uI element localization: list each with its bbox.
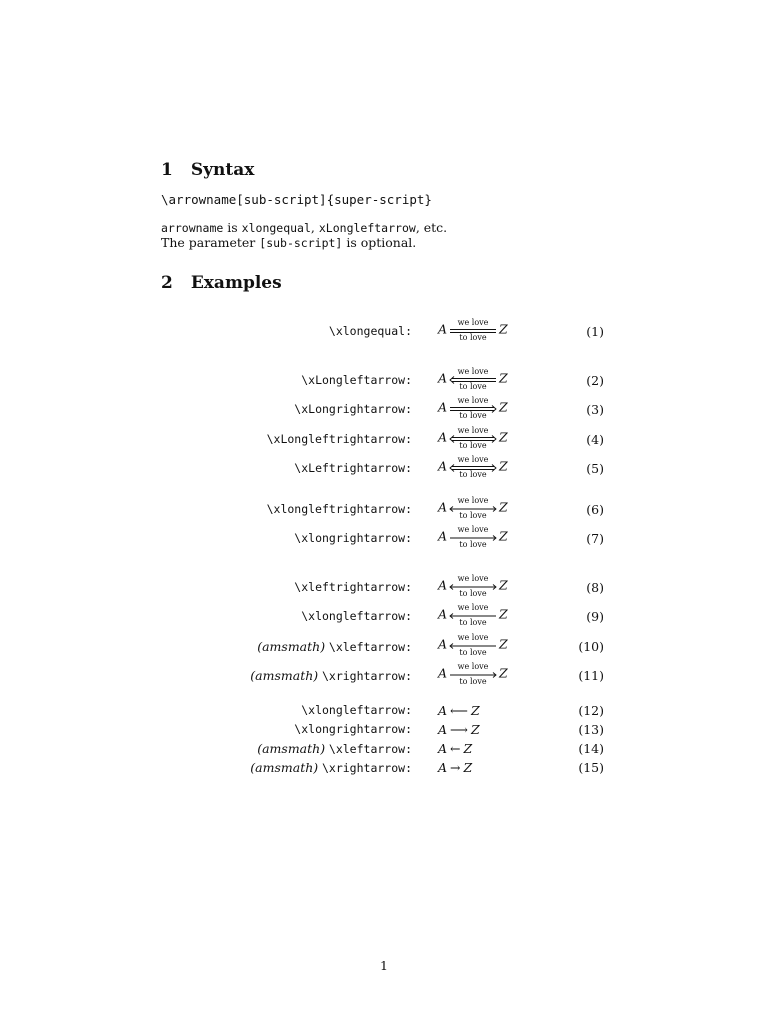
arrow-superscript: we love: [457, 525, 489, 534]
arrow-superscript: we love: [457, 426, 489, 435]
arrow-superscript: we love: [457, 455, 489, 464]
arrow-subscript: to love: [459, 618, 487, 627]
math-symbol-a: A: [438, 722, 448, 737]
math-symbol-z: Z: [499, 370, 508, 386]
extensible-arrow: [449, 603, 497, 627]
equation-number: (11): [578, 668, 604, 683]
arrow-icon: ⟵: [450, 703, 468, 718]
extensible-arrow: [449, 662, 497, 686]
equation-expression: [438, 525, 508, 549]
equation-label: [294, 402, 412, 416]
text-fragment: is optional.: [342, 235, 417, 250]
math-symbol-z: Z: [499, 528, 508, 544]
equation-expression: [438, 318, 508, 342]
extensible-arrow: [449, 426, 497, 450]
command-name: \xLongleftarrow:: [301, 373, 412, 387]
equation-label: [267, 502, 412, 516]
equation-expression: [438, 396, 508, 420]
command-name: \xlongrightarrow:: [294, 722, 412, 736]
command-name: \xleftarrow:: [328, 640, 412, 654]
math-symbol-a: A: [438, 370, 448, 386]
equation-label: [301, 703, 412, 717]
code-xlongleftarrow: xLongleftarrow: [318, 221, 416, 235]
equation-label: [294, 531, 412, 545]
section-title: Examples: [190, 273, 282, 293]
arrow-subscript: to love: [459, 382, 487, 391]
math-symbol-a: A: [438, 703, 448, 718]
arrow-superscript: we love: [457, 496, 489, 505]
arrow-subscript: to love: [459, 511, 487, 520]
math-symbol-a: A: [438, 741, 448, 756]
math-symbol-a: A: [438, 499, 448, 515]
equation-expression: [438, 703, 480, 718]
equation-label: [301, 373, 412, 387]
command-name: \xlongrightarrow:: [294, 531, 412, 545]
math-symbol-a: A: [438, 577, 448, 593]
equation-label: [294, 722, 412, 736]
extensible-arrow: [449, 367, 497, 391]
code-arrowname: arrowname: [161, 221, 224, 235]
math-symbol-a: A: [438, 321, 448, 337]
extensible-arrow: [449, 525, 497, 549]
math-symbol-z: Z: [499, 458, 508, 474]
command-name: \xlongequal:: [328, 324, 412, 338]
equation-number: (5): [586, 461, 604, 476]
arrow-icon: ⟶: [450, 722, 468, 737]
arrow-superscript: we love: [457, 367, 489, 376]
math-symbol-z: Z: [499, 665, 508, 681]
text-fragment: The parameter: [161, 235, 260, 250]
equation-expression: [438, 574, 508, 598]
equation-expression: [438, 741, 472, 756]
equation-number: (8): [586, 580, 604, 595]
equation-expression: [438, 496, 508, 520]
command-name: \xlongleftarrow:: [301, 703, 412, 717]
math-symbol-z: Z: [499, 399, 508, 415]
math-symbol-a: A: [438, 399, 448, 415]
equation-number: (15): [578, 760, 604, 775]
math-symbol-a: A: [438, 528, 448, 544]
equation-label: [301, 609, 412, 623]
math-symbol-a: A: [438, 665, 448, 681]
section-heading-examples: [161, 273, 282, 293]
page-number: 1: [380, 958, 388, 973]
math-symbol-a: A: [438, 606, 448, 622]
syntax-optional-line: [161, 235, 416, 251]
command-name: \xleftarrow:: [328, 742, 412, 756]
amsmath-prefix: (amsmath): [257, 639, 326, 654]
command-name: \xLongleftrightarrow:: [266, 432, 412, 446]
arrow-subscript: to love: [459, 648, 487, 657]
equation-expression: [438, 426, 508, 450]
equation-label: [250, 760, 412, 775]
math-symbol-a: A: [438, 429, 448, 445]
section-heading-syntax: [161, 160, 254, 180]
math-symbol-z: Z: [470, 722, 480, 737]
arrow-superscript: we love: [457, 633, 489, 642]
arrow-superscript: we love: [457, 396, 489, 405]
extensible-arrow: [449, 396, 497, 420]
math-symbol-z: Z: [463, 760, 473, 775]
equation-expression: [438, 760, 472, 775]
command-name: \xLongrightarrow:: [294, 402, 412, 416]
equation-number: (13): [578, 722, 604, 737]
math-symbol-z: Z: [470, 703, 480, 718]
equation-number: (9): [586, 609, 604, 624]
math-symbol-z: Z: [499, 499, 508, 515]
equation-number: (4): [586, 432, 604, 447]
section-title: Syntax: [190, 160, 255, 180]
equation-label: [329, 324, 412, 338]
extensible-arrow: [449, 455, 497, 479]
arrow-subscript: to love: [459, 540, 487, 549]
amsmath-prefix: (amsmath): [257, 741, 326, 756]
math-symbol-z: Z: [499, 429, 508, 445]
equation-number: (6): [586, 502, 604, 517]
equation-expression: [438, 722, 480, 737]
amsmath-prefix: (amsmath): [250, 668, 319, 683]
equation-label: [267, 432, 412, 446]
equation-expression: [438, 633, 508, 657]
math-symbol-a: A: [438, 760, 448, 775]
equation-number: (14): [578, 741, 604, 756]
equation-label: [250, 668, 412, 683]
extensible-arrow: [449, 633, 497, 657]
equation-expression: [438, 367, 508, 391]
equation-number: (3): [586, 402, 604, 417]
section-number: 2: [161, 273, 173, 293]
math-symbol-a: A: [438, 458, 448, 474]
syntax-description-line: [161, 220, 447, 236]
arrow-subscript: to love: [459, 411, 487, 420]
arrow-subscript: to love: [459, 677, 487, 686]
amsmath-prefix: (amsmath): [250, 760, 319, 775]
code-xlongequal: xlongequal: [241, 221, 311, 235]
math-symbol-z: Z: [499, 321, 508, 337]
math-symbol-z: Z: [499, 636, 508, 652]
arrow-superscript: we love: [457, 603, 489, 612]
command-name: \xlongleftarrow:: [301, 609, 412, 623]
math-symbol-z: Z: [499, 606, 508, 622]
code-sub-script: [sub-script]: [259, 236, 343, 250]
command-name: \xrightarrow:: [321, 669, 412, 683]
equation-expression: [438, 455, 508, 479]
equation-expression: [438, 603, 508, 627]
command-name: \xleftrightarrow:: [294, 580, 412, 594]
equation-label: [257, 639, 412, 654]
math-symbol-z: Z: [499, 577, 508, 593]
equation-expression: [438, 662, 508, 686]
command-name: \xlongleftrightarrow:: [266, 502, 412, 516]
equation-number: (12): [578, 703, 604, 718]
arrow-subscript: to love: [459, 470, 487, 479]
equation-number: (7): [586, 531, 604, 546]
equation-label: [294, 580, 412, 594]
extensible-arrow: [449, 574, 497, 598]
arrow-superscript: we love: [457, 574, 489, 583]
equation-label: [257, 741, 412, 756]
text-fragment: ,: [310, 220, 319, 235]
arrow-superscript: we love: [457, 662, 489, 671]
math-symbol-a: A: [438, 636, 448, 652]
text-fragment: , etc.: [415, 220, 448, 235]
arrow-icon: ←: [450, 741, 461, 756]
extensible-arrow: [449, 496, 497, 520]
math-symbol-z: Z: [463, 741, 473, 756]
arrow-subscript: to love: [459, 333, 487, 342]
command-name: \xLeftrightarrow:: [294, 461, 412, 475]
equation-label: [294, 461, 412, 475]
arrow-icon: →: [450, 760, 461, 775]
equation-number: (2): [586, 373, 604, 388]
arrow-superscript: we love: [457, 318, 489, 327]
extensible-arrow: [449, 318, 497, 342]
arrow-subscript: to love: [459, 589, 487, 598]
arrow-subscript: to love: [459, 441, 487, 450]
command-name: \xrightarrow:: [321, 761, 412, 775]
section-number: 1: [161, 160, 173, 180]
text-fragment: is: [223, 220, 242, 235]
equation-number: (10): [578, 639, 604, 654]
syntax-line: \arrowname[sub-script]{super-script}: [161, 192, 432, 207]
equation-number: (1): [586, 324, 604, 339]
